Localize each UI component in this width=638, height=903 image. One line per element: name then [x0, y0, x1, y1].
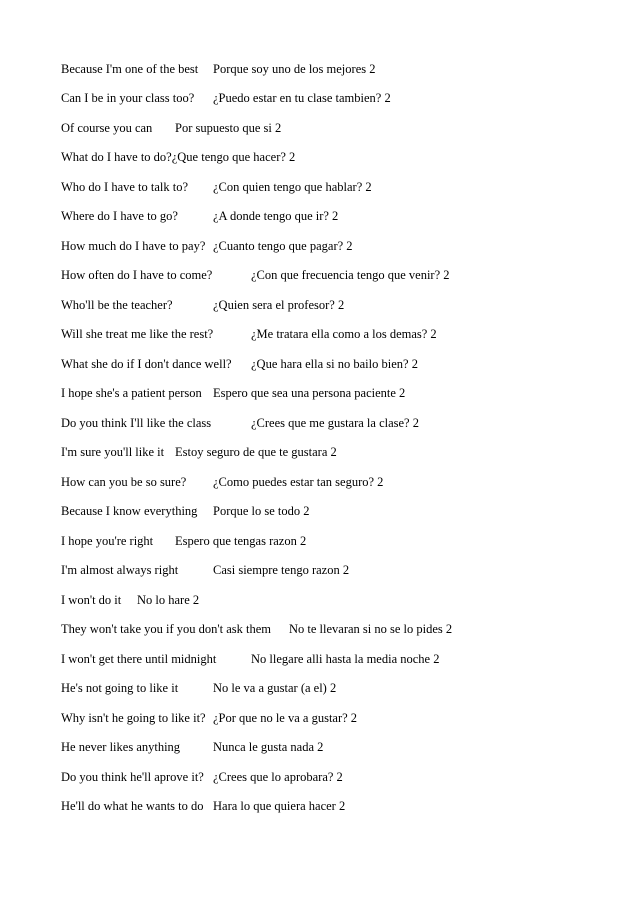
spanish-translation: No le va a gustar (a el) 2: [213, 681, 337, 695]
phrase-line: [61, 444, 337, 460]
phrase-line: [61, 90, 391, 106]
english-phrase: I'm almost always right: [61, 563, 179, 577]
english-phrase: Because I know everything: [61, 504, 198, 518]
spanish-translation: ¿Quien sera el profesor? 2: [213, 298, 345, 312]
spanish-translation: ¿Crees que me gustara la clase? 2: [251, 416, 419, 430]
phrase-line: [61, 562, 349, 578]
phrase-line: [61, 651, 439, 667]
english-phrase: They won't take you if you don't ask them: [61, 622, 272, 636]
phrase-line: [61, 149, 295, 165]
phrase-line: [61, 592, 199, 608]
english-phrase: I'm sure you'll like it: [61, 445, 165, 459]
english-phrase: Do you think I'll like the class: [61, 416, 212, 430]
spanish-translation: ¿Como puedes estar tan seguro? 2: [213, 475, 384, 489]
spanish-translation: Espero que tengas razon 2: [175, 534, 307, 548]
phrase-line: [61, 120, 281, 136]
phrase-line: [61, 798, 345, 814]
spanish-translation: Hara lo que quiera hacer 2: [213, 799, 346, 813]
phrase-line: [61, 769, 343, 785]
phrase-line: [61, 533, 306, 549]
phrase-line: [61, 208, 338, 224]
spanish-translation: ¿Con que frecuencia tengo que venir? 2: [251, 268, 450, 282]
phrase-line: [61, 710, 357, 726]
phrase-line: [61, 474, 383, 490]
english-phrase: I hope you're right: [61, 534, 154, 548]
english-phrase: I won't do it: [61, 593, 122, 607]
english-phrase: He's not going to like it: [61, 681, 179, 695]
spanish-translation: Estoy seguro de que te gustara 2: [175, 445, 337, 459]
spanish-translation: No te llevaran si no se lo pides 2: [289, 622, 453, 636]
english-phrase: Will she treat me like the rest?: [61, 327, 214, 341]
spanish-translation: ¿Que hara ella si no bailo bien? 2: [251, 357, 418, 371]
english-phrase: Who'll be the teacher?: [61, 298, 173, 312]
english-phrase: Where do I have to go?: [61, 209, 178, 223]
english-phrase: Who do I have to talk to?: [61, 180, 189, 194]
spanish-translation: Por supuesto que si 2: [175, 121, 282, 135]
phrase-line: [61, 503, 310, 519]
phrase-line: [61, 385, 405, 401]
english-phrase: Do you think he'll aprove it?: [61, 770, 204, 784]
phrase-line: [61, 238, 353, 254]
english-phrase: How much do I have to pay?: [61, 239, 206, 253]
english-phrase: He'll do what he wants to do: [61, 799, 204, 813]
spanish-translation: ¿Cuanto tengo que pagar? 2: [213, 239, 353, 253]
english-phrase: How can you be so sure?: [61, 475, 187, 489]
phrase-line: [61, 61, 375, 77]
spanish-translation: ¿Me tratara ella como a los demas? 2: [251, 327, 437, 341]
spanish-translation: ¿Con quien tengo que hablar? 2: [213, 180, 372, 194]
phrase-line: [61, 326, 437, 342]
english-phrase: How often do I have to come?: [61, 268, 213, 282]
english-phrase: He never likes anything: [61, 740, 181, 754]
phrase-line: [61, 356, 418, 372]
spanish-translation: No llegare alli hasta la media noche 2: [251, 652, 440, 666]
spanish-translation: No lo hare 2: [137, 593, 200, 607]
spanish-translation: Porque lo se todo 2: [213, 504, 310, 518]
english-phrase: Why isn't he going to like it?: [61, 711, 206, 725]
spanish-translation: ¿Que tengo que hacer? 2: [171, 150, 296, 164]
spanish-translation: ¿Crees que lo aprobara? 2: [213, 770, 343, 784]
english-phrase: Because I'm one of the best: [61, 62, 199, 76]
phrase-line: [61, 739, 323, 755]
english-phrase: Of course you can: [61, 121, 153, 135]
spanish-translation: ¿A donde tengo que ir? 2: [213, 209, 339, 223]
english-phrase: I hope she's a patient person: [61, 386, 202, 400]
english-phrase: Can I be in your class too?: [61, 91, 195, 105]
english-phrase: I won't get there until midnight: [61, 652, 217, 666]
spanish-translation: Porque soy uno de los mejores 2: [213, 62, 376, 76]
spanish-translation: Nunca le gusta nada 2: [213, 740, 324, 754]
phrase-line: [61, 680, 336, 696]
spanish-translation: ¿Puedo estar en tu clase tambien? 2: [213, 91, 391, 105]
phrase-line: [61, 621, 452, 637]
phrase-line: [61, 297, 344, 313]
phrase-line: [61, 179, 372, 195]
phrase-line: [61, 267, 450, 283]
spanish-translation: Casi siempre tengo razon 2: [213, 563, 350, 577]
spanish-translation: Espero que sea una persona paciente 2: [213, 386, 406, 400]
english-phrase: What she do if I don't dance well?: [61, 357, 232, 371]
spanish-translation: ¿Por que no le va a gustar? 2: [213, 711, 358, 725]
phrase-line: [61, 415, 419, 431]
english-phrase: What do I have to do?: [61, 150, 172, 164]
